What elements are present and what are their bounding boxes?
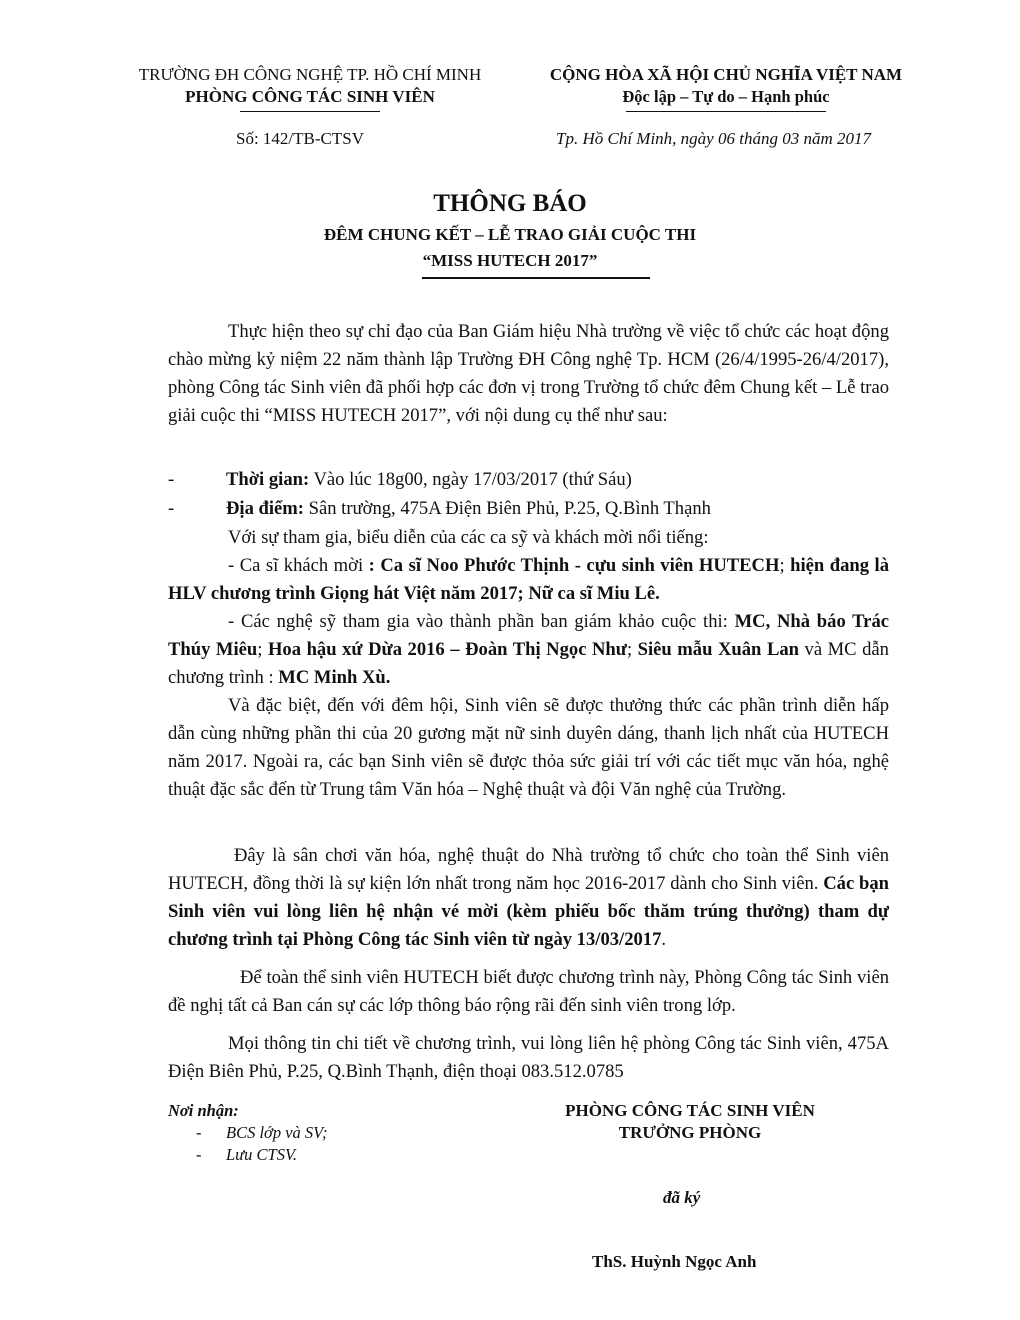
intro-paragraph	[168, 318, 889, 430]
singer-prefix: - Ca sĩ khách mời	[228, 555, 369, 576]
place-item: - Địa điểm: Sân trường, 475A Điện Biên Phủ, P.25, Q.Bình Thạnh	[168, 498, 711, 519]
recipient-text: Lưu CTSV.	[226, 1145, 298, 1164]
judges-sep-2: ;	[626, 639, 638, 660]
participation-line: Với sự tham gia, biểu diễn của các ca sỹ và khách mời nổi tiếng:	[228, 527, 709, 548]
singers-paragraph	[168, 552, 889, 608]
document-number: Số: 142/TB-CTSV	[236, 129, 364, 148]
intro-text: Thực hiện theo sự chỉ đạo của Ban Giám hiệu Nhà trường về việc tổ chức các hoạt động chào mừng kỷ niệm 22 năm thành lập Trường ĐH Công nghệ Tp. HCM (26/4/1995-26/4/2017), phòng Công tác Sinh viên đã phối hợp các đơn vị trong Trường tổ chức đêm Chung kết – Lễ trao giải cuộc thi “MISS HUTECH 2017”, với nội dung cụ thể như sau:	[168, 321, 889, 426]
judges-prefix: - Các nghệ sỹ tham gia vào thành phần ban giám khảo cuộc thi:	[228, 611, 735, 632]
university-name: TRƯỜNG ĐH CÔNG NGHỆ TP. HỒ CHÍ MINH	[138, 65, 482, 84]
contest-name: “MISS HUTECH 2017”	[422, 251, 598, 270]
document-date: Tp. Hồ Chí Minh, ngày 06 tháng 03 năm 2017	[556, 129, 871, 148]
event-text: Đây là sân chơi văn hóa, nghệ thuật do Nhà trường tổ chức cho toàn thể Sinh viên HUTECH, đồng thời là sự kiện lớn nhất trong năm học 2016-2017 dành cho Sinh viên.	[168, 845, 889, 894]
motto: Độc lập – Tự do – Hạnh phúc	[622, 87, 830, 106]
host-name: MC Minh Xù.	[278, 667, 391, 688]
recipients-list	[196, 1122, 328, 1166]
judges-paragraph	[168, 608, 889, 692]
announce-text: Để toàn thể sinh viên HUTECH biết được chương trình này, Phòng Công tác Sinh viên đề nghị tất cả Ban cán sự các lớp thông báo rộng rãi đến sinh viên trong lớp.	[168, 967, 889, 1016]
time-label: Thời gian:	[226, 469, 310, 490]
issuer-underline	[240, 111, 380, 112]
country-name: CỘNG HÒA XÃ HỘI CHỦ NGHĨA VIỆT NAM	[549, 65, 903, 84]
contact-paragraph	[168, 1030, 889, 1086]
singer-others: hiện đang là HLV chương trình Giọng hát Việt năm 2017; Nữ ca sĩ Miu Lê.	[168, 555, 890, 604]
recipient-item	[196, 1122, 328, 1144]
event-end: .	[661, 929, 667, 950]
time-value: Vào lúc 18g00, ngày 17/03/2017 (thứ Sáu)	[309, 469, 632, 490]
signer-title: TRƯỞNG PHÒNG	[618, 1123, 762, 1142]
signature-block	[520, 1100, 860, 1144]
singer-main: : Ca sĩ Noo Phước Thịnh - cựu sinh viên HUTECH	[368, 555, 780, 576]
recipients-label: Nơi nhận:	[168, 1101, 239, 1120]
recipient-bullet: -	[196, 1123, 202, 1142]
judges-sep-1: ;	[257, 639, 268, 660]
recipient-item	[196, 1144, 328, 1166]
judge-1: MC, Nhà báo Trác Thúy Miêu	[168, 611, 889, 660]
signer-department: PHÒNG CÔNG TÁC SINH VIÊN	[565, 1101, 815, 1120]
document-subtitle: ĐÊM CHUNG KẾT – LỄ TRAO GIẢI CUỘC THI	[323, 225, 697, 244]
judge-2: Hoa hậu xứ Dừa 2016 – Đoàn Thị Ngọc Như	[267, 639, 627, 660]
national-header	[510, 64, 942, 108]
special-text: Và đặc biệt, đến với đêm hội, Sinh viên sẽ được thưởng thức các phần trình diễn hấp dẫn cùng những phần thi của 20 gương mặt nữ sinh duyên dáng, thanh lịch nhất của HUTECH năm 2017. Ngoài ra, các bạn Sinh viên sẽ được thỏa sức giải trí với các tiết mục văn hóa, nghệ thuật đặc sắc đến từ Trung tâm Văn hóa – Nghệ thuật và đội Văn nghệ của Trường.	[168, 695, 889, 800]
time-item: - Thời gian: Vào lúc 18g00, ngày 17/03/2017 (thứ Sáu)	[168, 469, 632, 490]
singer-sep: ;	[779, 555, 791, 576]
recipient-text: BCS lớp và SV;	[226, 1123, 328, 1142]
document-title: THÔNG BÁO	[433, 190, 587, 217]
ticket-notice: Các bạn Sinh viên vui lòng liên hệ nhận vé mời (kèm phiếu bốc thăm trúng thưởng) tham dự chương trình tại Phòng Công tác Sinh viên từ ngày 13/03/2017	[168, 873, 889, 950]
issuer-block	[100, 64, 520, 108]
signed-note: đã ký	[663, 1188, 701, 1207]
event-paragraph	[168, 842, 889, 954]
special-paragraph	[168, 692, 889, 804]
signer-name: ThS. Huỳnh Ngọc Anh	[592, 1252, 757, 1271]
place-value: Sân trường, 475A Điện Biên Phủ, P.25, Q.Bình Thạnh	[303, 498, 711, 519]
recipient-bullet: -	[196, 1145, 202, 1164]
announce-paragraph	[168, 964, 889, 1020]
motto-underline	[626, 111, 826, 112]
contact-text: Mọi thông tin chi tiết về chương trình, vui lòng liên hệ phòng Công tác Sinh viên, 475A Điện Biên Phủ, P.25, Q.Bình Thạnh, điện thoại 083.512.0785	[168, 1033, 889, 1082]
title-underline	[422, 277, 650, 279]
place-label: Địa điểm:	[226, 498, 304, 519]
judge-3: Siêu mẫu Xuân Lan	[637, 639, 799, 660]
department-name: PHÒNG CÔNG TÁC SINH VIÊN	[185, 87, 435, 106]
judges-mid: và MC dẫn chương trình :	[168, 639, 889, 688]
